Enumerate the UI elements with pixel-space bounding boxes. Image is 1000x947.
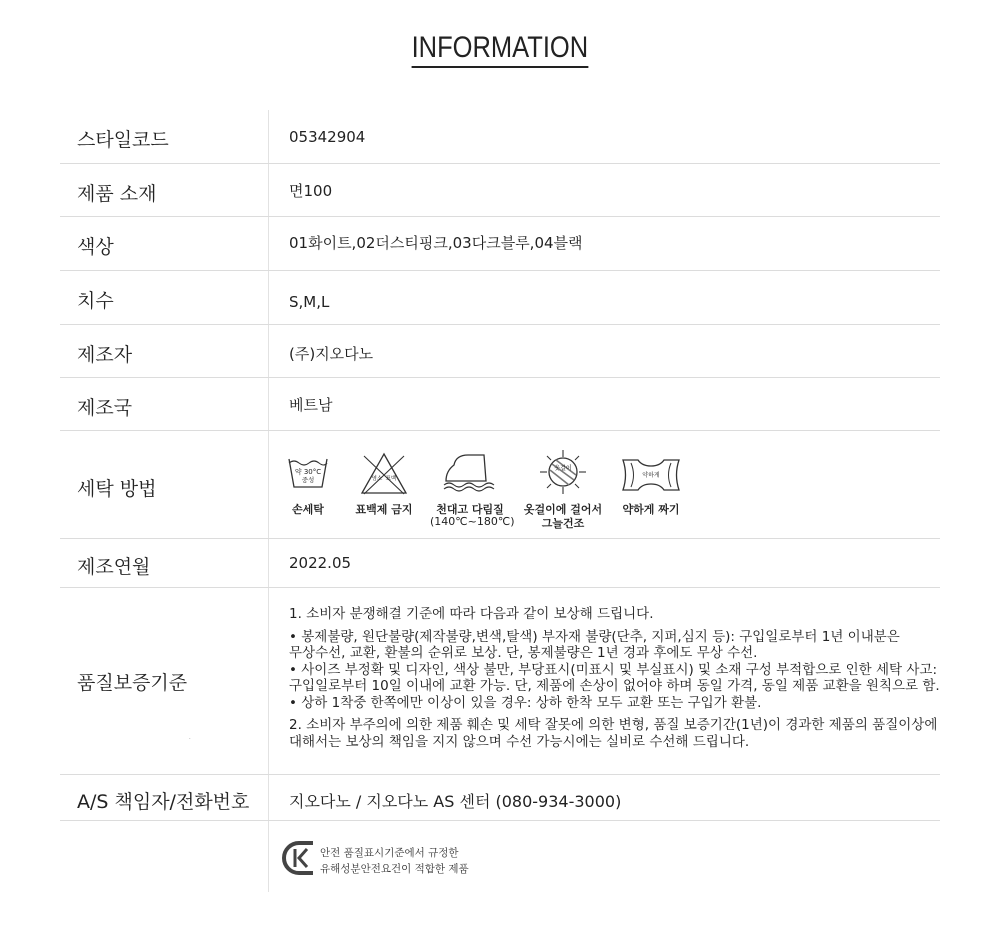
iron-caption: 천대고 다림질 bbox=[436, 503, 504, 516]
as-contact-label: A/S 책임자/전화번호 bbox=[77, 791, 250, 813]
warranty-line-5: 구입일로부터 10일 이내에 교환 가능. 단, 제품에 손상이 없어야 하며 동일 가격, 동일 제품 교환을 원칙으로 함. bbox=[289, 678, 940, 694]
row-manufacture-date bbox=[60, 539, 940, 588]
shade-dry-caption-1: 옷걸이에 걸어서 bbox=[523, 503, 603, 516]
row-material bbox=[60, 164, 940, 217]
shade-dry-caption-2: 그늘건조 bbox=[541, 517, 585, 530]
row-color bbox=[60, 217, 940, 271]
no-bleach-inner-1: 염소 bbox=[371, 476, 383, 482]
row-warranty bbox=[60, 588, 940, 775]
color-label: 색상 bbox=[77, 236, 114, 258]
manufacture-date-value: 2022.05 bbox=[289, 554, 352, 572]
warranty-line-3: 무상수선, 교환, 환불의 순위로 보상. 단, 봉제불량은 1년 경과 후에도 무상 수선. bbox=[289, 645, 758, 661]
warranty-line-8: 대해서는 보상의 책임을 지지 않으며 수선 가능시에는 실비로 수선해 드립니다. bbox=[289, 733, 750, 750]
warranty-line-1: 1. 소비자 분쟁해결 기준에 따라 다음과 같이 보상해 드립니다. bbox=[289, 606, 654, 622]
style-code-value: 05342904 bbox=[289, 128, 366, 146]
gentle-wring-inner: 약하게 bbox=[642, 472, 660, 479]
kc-description bbox=[320, 845, 469, 877]
no-bleach-icon bbox=[356, 451, 412, 495]
iron-temperature: (140℃~180℃) bbox=[430, 515, 515, 528]
size-label: 치수 bbox=[77, 290, 114, 312]
country-value: 베트남 bbox=[289, 396, 333, 414]
shade-dry-inner: 옷걸이 bbox=[554, 465, 572, 472]
material-label: 제품 소재 bbox=[77, 183, 157, 205]
row-style-code bbox=[60, 110, 940, 164]
iron-icon bbox=[440, 451, 500, 495]
kc-line-2: 유해성분안전요건이 적합한 제품 bbox=[320, 863, 469, 875]
country-label: 제조국 bbox=[77, 397, 133, 419]
kc-mark-text: KC bbox=[189, 739, 191, 740]
warranty-line-7: 2. 소비자 부주의에 의한 제품 훼손 및 세탁 잘못에 의한 변형, 품질 보증기간(1년)이 경과한 제품의 품질이상에 bbox=[289, 717, 938, 733]
row-country bbox=[60, 378, 940, 431]
maker-value: (주)지오다노 bbox=[289, 345, 374, 363]
maker-label: 제조자 bbox=[77, 344, 133, 366]
gentle-wring-icon bbox=[620, 457, 682, 493]
warranty-text bbox=[289, 606, 940, 750]
kc-mark-icon bbox=[189, 739, 317, 877]
page-title: INFORMATION bbox=[412, 30, 589, 68]
hand-wash-icon bbox=[286, 453, 330, 495]
style-code-label: 스타일코드 bbox=[77, 129, 169, 151]
warranty-line-6: • 상하 1착중 한쪽에만 이상이 있을 경우: 상하 한착 모두 교환 또는 구입가 환불. bbox=[289, 694, 762, 711]
hand-wash-caption: 손세탁 bbox=[292, 503, 324, 516]
no-bleach-caption: 표백제 금지 bbox=[355, 503, 413, 516]
warranty-label: 품질보증기준 bbox=[77, 672, 188, 694]
material-value: 면100 bbox=[289, 182, 333, 200]
row-maker bbox=[60, 325, 940, 378]
row-size bbox=[60, 271, 940, 325]
kc-line-1: 안전 품질표시기준에서 규정한 bbox=[320, 847, 459, 859]
washing-label: 세탁 방법 bbox=[77, 478, 157, 500]
warranty-line-2: • 봉제불량, 원단불량(제작불량,변색,탈색) 부자재 불량(단추, 지퍼,심지 등): 구입일로부터 1년 이내분은 bbox=[289, 628, 900, 645]
color-value: 01화이트,02더스티핑크,03다크블루,04블랙 bbox=[289, 234, 583, 252]
warranty-line-4: • 사이즈 부정확 및 디자인, 색상 불만, 부당표시(미표시 및 부실표시) 및 소재 구성 부적합으로 인한 세탁 사고: bbox=[289, 661, 938, 678]
shade-hang-dry-icon bbox=[535, 449, 591, 495]
size-value: S,M,L bbox=[289, 293, 330, 311]
manufacture-date-label: 제조연월 bbox=[77, 556, 151, 578]
row-as-contact bbox=[60, 775, 940, 821]
hand-wash-neutral: 중성 bbox=[301, 476, 315, 484]
hand-wash-temp: 약 30°C bbox=[294, 468, 322, 476]
as-contact-value: 지오다노 / 지오다노 AS 센터 (080-934-3000) bbox=[289, 792, 622, 811]
gentle-wring-caption: 약하게 짜기 bbox=[622, 503, 680, 516]
information-heading bbox=[0, 30, 1000, 68]
row-washing bbox=[60, 431, 940, 539]
no-bleach-inner-2: 표백 bbox=[385, 476, 397, 482]
